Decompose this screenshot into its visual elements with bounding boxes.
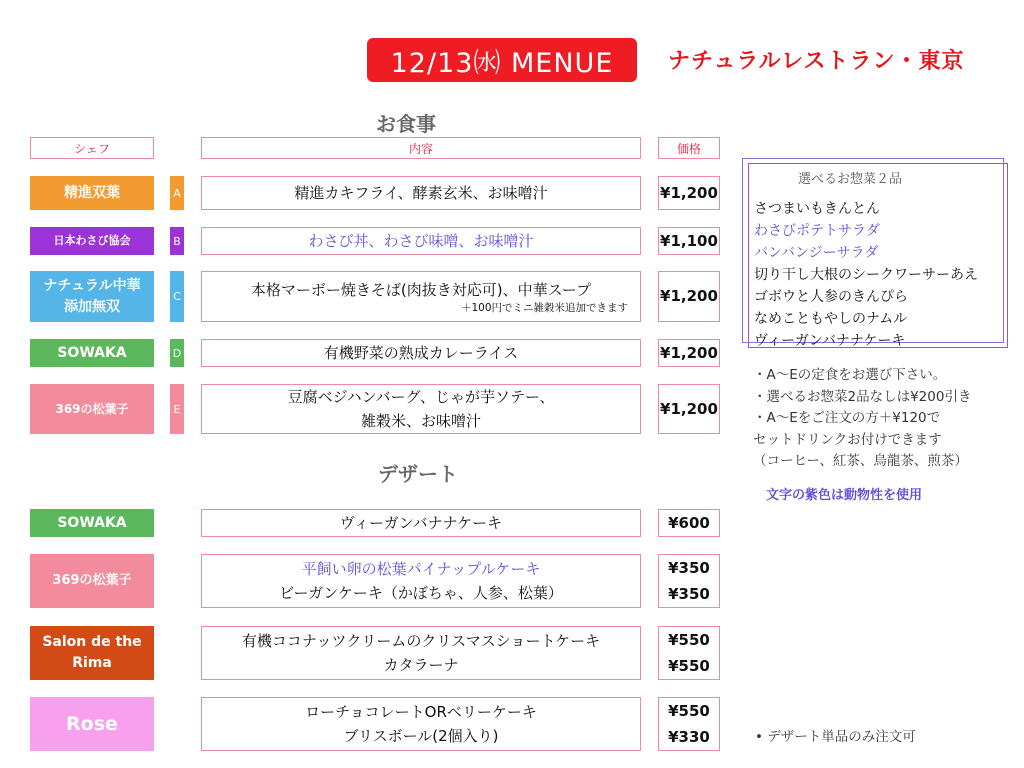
set-letter-c: C (170, 271, 184, 322)
dessert-item: カタラーナ (383, 656, 459, 674)
chef-name-line2: 添加無双 (64, 298, 120, 315)
chef-badge-c (30, 271, 154, 322)
meal-text: 有機野菜の熟成カレーライス (323, 344, 519, 362)
note-line: ・A〜Eをご注文の方＋¥120で (753, 410, 941, 426)
chef-badge-d: SOWAKA (30, 339, 154, 367)
side-dish-title: 選べるお惣菜２品 (798, 172, 903, 187)
dessert-item: ヴィーガンバナナケーキ (339, 514, 503, 532)
meal-content-c (201, 271, 641, 322)
price-text: ¥1,200 (660, 287, 718, 306)
purple-text-note: 文字の紫色は動物性を使用 (766, 488, 923, 503)
menu-title: 12/13㈬ MENUE (367, 38, 637, 82)
chef-name-line1: ナチュラル中華 (43, 277, 141, 294)
meal-text: 精進カキフライ、酵素玄米、お味噌汁 (294, 184, 548, 202)
note-line: （コーヒー、紅茶、烏龍茶、煎茶） (753, 453, 968, 469)
set-letter-b: B (170, 227, 184, 255)
dessert-chef-badge-salon (30, 626, 154, 680)
meal-content-b (201, 227, 641, 255)
meal-note: ＋100円でミニ雑穀米追加できます (460, 301, 628, 314)
meal-content-d (201, 339, 641, 367)
chef-badge-b: 日本わさび協会 (30, 227, 154, 255)
dessert-content-3 (201, 626, 641, 680)
meal-text-line2: 雑穀米、お味噌汁 (360, 412, 481, 430)
side-dish-item: ヴィーガンバナナケーキ (754, 333, 906, 349)
price-text: ¥550 (668, 630, 710, 649)
meal-text: わさび丼、わさび味噌、お味噌汁 (308, 232, 534, 250)
dessert-chef-badge-rose: Rose (30, 697, 154, 751)
desserts-heading: デザート (378, 462, 458, 486)
dessert-price-1 (658, 509, 720, 537)
note-line: セットドリンクお付けできます (753, 431, 942, 448)
price-text: ¥1,200 (660, 399, 718, 418)
meals-heading: お食事 (376, 112, 436, 136)
price-text: ¥550 (668, 657, 710, 675)
side-dish-item: わさびポテトサラダ (754, 223, 880, 239)
meal-content-e (201, 384, 641, 434)
set-letter-e: E (170, 384, 184, 434)
meal-price-e (658, 384, 720, 434)
chef-badge-a: 精進双葉 (30, 176, 154, 210)
chef-name-line2: Rima (72, 655, 112, 671)
content-column-header: 内容 (201, 137, 641, 159)
meal-price-d (658, 339, 720, 367)
price-text: ¥350 (668, 558, 710, 577)
meal-text-line1: 豆腐ベジハンバーグ、じゃが芋ソテー、 (287, 388, 555, 406)
price-text: ¥550 (668, 701, 710, 720)
side-dish-item: なめこともやしのナムル (754, 311, 908, 327)
dessert-item: 有機ココナッツクリームのクリスマスショートケーキ (241, 632, 601, 650)
price-text: ¥350 (668, 585, 710, 603)
dessert-chef-badge-369: 369の松葉子 (30, 554, 154, 608)
price-text: ¥1,100 (660, 231, 718, 250)
meal-price-c (658, 271, 720, 322)
set-letter-d: D (170, 339, 184, 367)
price-text: ¥330 (668, 728, 710, 746)
price-text: ¥1,200 (660, 343, 718, 362)
dessert-item: ローチョコレートORベリーケーキ (305, 703, 537, 721)
side-dish-item: ゴボウと人参のきんぴら (754, 289, 908, 305)
chef-badge-e: 369の松葉子 (30, 384, 154, 434)
dessert-price-2 (658, 554, 720, 608)
price-column-header: 価格 (658, 137, 720, 159)
set-letter-a: A (170, 176, 184, 210)
restaurant-name: ナチュラルレストラン・東京 (668, 49, 965, 74)
side-dish-item: バンバンジーサラダ (754, 245, 879, 261)
meal-text: 本格マーボー焼きそば(肉抜き対応可)、中華スープ (250, 280, 592, 299)
price-text: ¥600 (668, 513, 710, 532)
chef-name-line1: Salon de the (42, 634, 142, 650)
side-dish-list (754, 198, 978, 352)
note-line: ・選べるお惣菜2品なしは¥200引き (753, 388, 972, 405)
chef-column-header: シェフ (30, 137, 154, 159)
price-text: ¥1,200 (660, 183, 718, 202)
meal-price-b (658, 227, 720, 255)
dessert-price-3 (658, 626, 720, 680)
meal-price-a (658, 176, 720, 210)
dessert-content-2 (201, 554, 641, 608)
dessert-item: ビーガンケーキ（かぼちゃ、人参、松葉） (279, 584, 563, 602)
dessert-item: 平飼い卵の松葉パイナップルケーキ (301, 560, 541, 578)
note-line: ・A〜Eの定食をお選び下さい。 (753, 367, 947, 383)
dessert-order-note: • デザート単品のみ注文可 (755, 729, 916, 745)
dessert-price-4 (658, 697, 720, 751)
side-dish-item: 切り干し大根のシークワーサーあえ (754, 267, 978, 283)
meal-content-a (201, 176, 641, 210)
dessert-content-4 (201, 697, 641, 751)
side-dish-item: さつまいもきんとん (754, 201, 880, 217)
dessert-item: ブリスボール(2個入り) (343, 727, 499, 745)
order-notes (753, 365, 971, 473)
dessert-chef-badge-sowaka: SOWAKA (30, 509, 154, 537)
dessert-content-1 (201, 509, 641, 537)
